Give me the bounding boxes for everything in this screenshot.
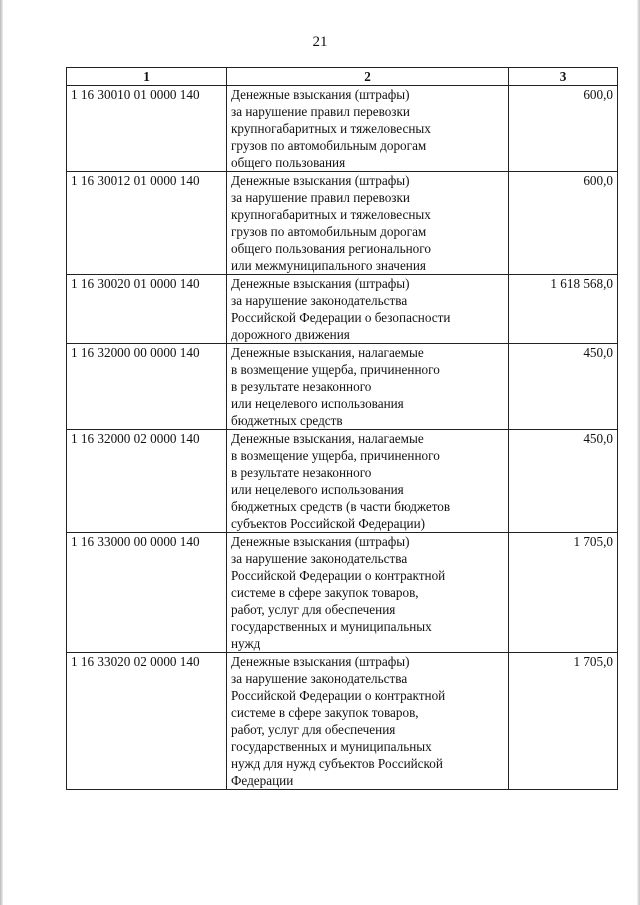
table-row <box>67 653 618 790</box>
page-number: 21 <box>312 34 328 50</box>
table-header-row <box>67 68 618 86</box>
amount: 600,0 <box>509 86 618 172</box>
amount: 450,0 <box>509 430 618 533</box>
table-row <box>67 86 618 172</box>
revenue-description: Денежные взыскания, налагаемые в возмещение ущерба, причиненного в результате незаконного или нецелевого использования бюджетных средств <box>227 344 509 430</box>
scan-edge-left <box>0 0 3 905</box>
table-row <box>67 172 618 275</box>
revenue-description: Денежные взыскания (штрафы) за нарушение законодательства Российской Федерации о контрактной системе в сфере закупок товаров, работ, услуг для обеспечения государственных и муниципальных нужд для нужд субъектов Российской Федерации <box>227 653 509 790</box>
budget-code: 1 16 30020 01 0000 140 <box>67 275 227 344</box>
budget-code: 1 16 32000 00 0000 140 <box>67 344 227 430</box>
amount: 600,0 <box>509 172 618 275</box>
column-header-2: 2 <box>227 68 509 86</box>
revenue-description: Денежные взыскания, налагаемые в возмещение ущерба, причиненного в результате незаконного или нецелевого использования бюджетных средств (в части бюджетов субъектов Российской Федерации) <box>227 430 509 533</box>
table-row <box>67 430 618 533</box>
budget-code: 1 16 30010 01 0000 140 <box>67 86 227 172</box>
revenue-description: Денежные взыскания (штрафы) за нарушение законодательства Российской Федерации о безопасности дорожного движения <box>227 275 509 344</box>
amount: 1 618 568,0 <box>509 275 618 344</box>
column-header-3: 3 <box>509 68 618 86</box>
revenue-table <box>66 67 618 790</box>
revenue-description: Денежные взыскания (штрафы) за нарушение правил перевозки крупногабаритных и тяжеловесных грузов по автомобильным дорогам общего пользования <box>227 86 509 172</box>
table-row <box>67 533 618 653</box>
table-row <box>67 344 618 430</box>
budget-code: 1 16 33000 00 0000 140 <box>67 533 227 653</box>
budget-code: 1 16 33020 02 0000 140 <box>67 653 227 790</box>
revenue-description: Денежные взыскания (штрафы) за нарушение правил перевозки крупногабаритных и тяжеловесных грузов по автомобильным дорогам общего пользования регионального или межмуниципального значения <box>227 172 509 275</box>
amount: 1 705,0 <box>509 533 618 653</box>
column-header-1: 1 <box>67 68 227 86</box>
amount: 450,0 <box>509 344 618 430</box>
budget-code: 1 16 30012 01 0000 140 <box>67 172 227 275</box>
budget-code: 1 16 32000 02 0000 140 <box>67 430 227 533</box>
amount: 1 705,0 <box>509 653 618 790</box>
revenue-description: Денежные взыскания (штрафы) за нарушение законодательства Российской Федерации о контрактной системе в сфере закупок товаров, работ, услуг для обеспечения государственных и муниципальных нужд <box>227 533 509 653</box>
table-row <box>67 275 618 344</box>
